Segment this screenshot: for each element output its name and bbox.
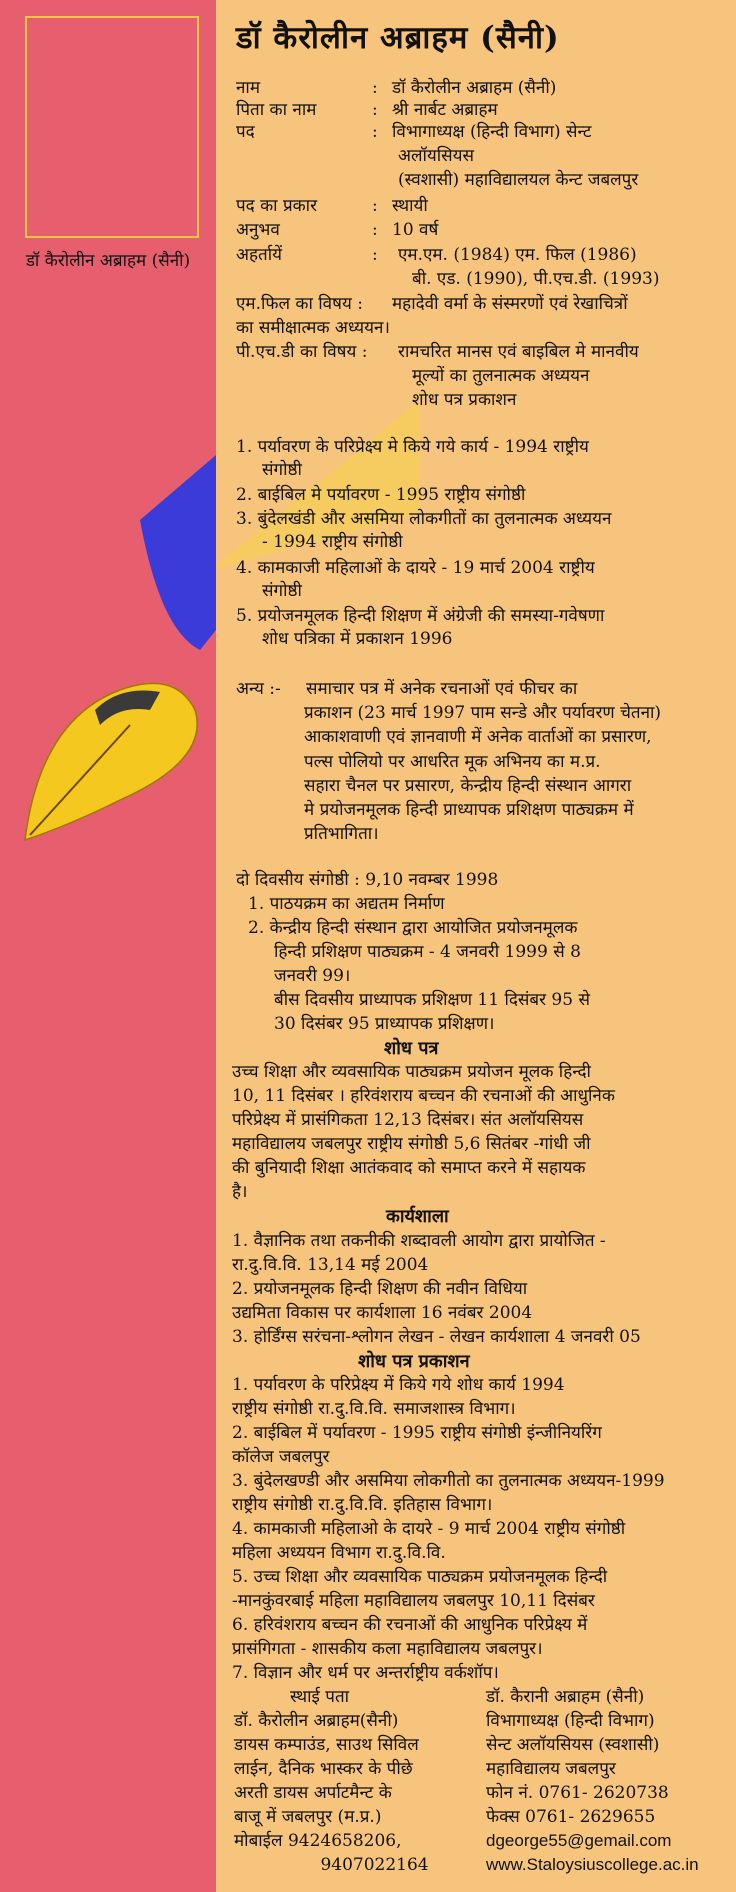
seminar-item: 5. प्रयोजनमूलक हिन्दी शिक्षण में अंग्रेजी की समस्या-गवेषणा <box>236 606 605 626</box>
publication-line: महिला अध्ययन विभाग रा.दु.वि.वि. <box>232 1543 446 1563</box>
two-day-line: हिन्दी प्रशिक्षण पाठ्यक्रम - 4 जनवरी 1999 से 8 <box>274 942 581 962</box>
address-line: अरती डायस अर्पाटमैन्ट के <box>234 1783 392 1803</box>
other-line: समाचार पत्र में अनेक रचनाओं एवं फीचर का <box>306 679 578 699</box>
publication-line: 7. विज्ञान और धर्म पर अन्तर्राष्ट्रीय वर्कशॉप। <box>232 1663 499 1683</box>
workshop-heading: कार्यशाला <box>386 1206 449 1227</box>
seminar-item: 2. बाईबिल मे पर्यावरण - 1995 राष्ट्रीय संगोष्ठी <box>236 485 526 505</box>
workshop-line: उद्यमिता विकास पर कार्यशाला 16 नवंबर 2004 <box>232 1303 533 1323</box>
seminar-item: 3. बुंदेलखंडी और असमिया लोकगीतों का तुलनात्मक अध्ययन <box>236 509 612 529</box>
publication-line: -मानकुंवरबाई महिला महाविद्यालय जबलपुर 10,11 दिसंबर <box>232 1591 595 1611</box>
profile-colon: : <box>372 196 378 216</box>
phd-value-cont: शोध पत्र प्रकाशन <box>412 390 517 410</box>
address-heading: स्थाई पता <box>290 1687 350 1707</box>
profile-value: श्री नार्बट अब्राहम <box>392 100 498 120</box>
two-day-line: 30 दिसंबर 95 प्राध्यापक प्रशिक्षण। <box>274 1014 495 1034</box>
office-email: dgeorge55@gemail.com <box>486 1831 672 1850</box>
address-line: 9407022164 <box>234 1855 429 1875</box>
workshop-line: 1. वैज्ञानिक तथा तकनीकी शब्दावली आयोग द्वारा प्रायोजित - <box>232 1231 606 1251</box>
address-line: डॉ. कैरोलीन अब्राहम(सैनी) <box>234 1711 399 1731</box>
research-line: 10, 11 दिसंबर । हरिवंशराय बच्चन की रचनाओं की आधुनिक <box>232 1086 615 1106</box>
research-line: महाविद्यालय जबलपुर राष्ट्रीय संगोष्ठी 5,6 सितंबर -गांधी जी <box>232 1134 591 1154</box>
publication-line: 3. बुंदेलखण्डी और असमिया लोकगीतो का तुलनात्मक अध्ययन-1999 <box>232 1471 665 1491</box>
profile-value: विभागाध्यक्ष (हिन्दी विभाग) सेन्ट <box>392 122 592 142</box>
publication-line: प्रासंगिगता - शासकीय कला महाविद्यालय जबलपुर। <box>232 1639 543 1659</box>
other-line: प्रकाशन (23 मार्च 1997 पाम सन्डे और पर्यावरण चेतना) <box>304 703 662 723</box>
address-line: डायस कम्पाउंड, साउथ सिविल <box>234 1735 419 1755</box>
publication-line: 5. उच्च शिक्षा और व्यवसायिक पाठ्यक्रम प्रयोजनमूलक हिन्दी <box>232 1567 608 1587</box>
office-line: डॉ. कैरानी अब्राहम (सैनी) <box>486 1687 645 1707</box>
publication-line: कॉलेज जबलपुर <box>232 1447 330 1467</box>
page-title: डॉ कैरोलीन अब्राहम (सैनी) <box>236 20 560 56</box>
profile-value-cont: बी. एड. (1990), पी.एच.डी. (1993) <box>412 269 660 289</box>
profile-label: नाम <box>236 78 261 98</box>
publication-line: राष्ट्रीय संगोष्ठी रा.दु.वि.वि. इतिहास विभाग। <box>232 1495 493 1515</box>
seminar-item-cont: संगोष्ठी <box>262 460 302 480</box>
profile-colon: : <box>372 78 378 98</box>
other-line: पल्स पोलियो पर आधरित मूक अभिनय का म.प्र. <box>304 752 601 772</box>
profile-value: डॉ कैरोलीन अब्राहम (सैनी) <box>392 78 557 98</box>
pen-barrel <box>140 455 216 650</box>
office-line: महाविद्यालय जबलपुर <box>486 1759 616 1779</box>
profile-colon: : <box>372 220 378 240</box>
photo-frame <box>25 16 199 238</box>
two-day-line: 1. पाठयक्रम का अद्यतम निर्माण <box>248 894 445 914</box>
profile-label: अहर्तायें <box>236 245 282 265</box>
publication-heading: शोध पत्र प्रकाशन <box>358 1351 470 1372</box>
profile-label: पद का प्रकार <box>236 196 318 216</box>
workshop-line: रा.दु.वि.वि. 13,14 मई 2004 <box>232 1255 429 1275</box>
phd-value: रामचरित मानस एवं बाइबिल मे मानवीय <box>398 342 639 362</box>
two-day-line: जनवरी 99। <box>274 966 351 986</box>
profile-colon: : <box>372 245 378 265</box>
profile-value-cont: अलॉयसियस <box>398 146 475 166</box>
two-day-heading: दो दिवसीय संगोष्ठी : 9,10 नवम्बर 1998 <box>236 870 499 890</box>
profile-value: एम.एम. (1984) एम. फिल (1986) <box>398 245 637 265</box>
profile-value-cont: (स्वशासी) महाविद्यालयल केन्ट जबलपुर <box>398 170 639 190</box>
photo-caption: डॉ कैरोलीन अब्राहम (सैनी) <box>25 251 191 271</box>
publication-line: 4. कामकाजी महिलाओ के दायरे - 9 मार्च 2004 राष्ट्रीय संगोष्ठी <box>232 1519 626 1539</box>
phd-value-cont: मूल्यों का तुलनात्मक अध्ययन <box>412 366 590 386</box>
workshop-line: 2. प्रयोजनमूलक हिन्दी शिक्षण की नवीन विधिया <box>232 1279 528 1299</box>
office-fax: फेक्स 0761- 2629655 <box>486 1807 656 1827</box>
profile-value: स्थायी <box>392 196 428 216</box>
profile-value: 10 वर्ष <box>392 220 439 240</box>
mphil-value: महादेवी वर्मा के संस्मरणों एवं रेखाचित्रों <box>392 294 628 314</box>
mphil-value-cont: का समीक्षात्मक अध्ययन। <box>236 318 390 338</box>
seminar-item: 1. पर्यावरण के परिप्रेक्ष्य मे किये गये कार्य - 1994 राष्ट्रीय <box>236 437 589 457</box>
profile-label: पद <box>236 122 255 142</box>
profile-label: पिता का नाम <box>236 100 317 120</box>
address-line: बाजू में जबलपुर (म.प्र.) <box>234 1807 382 1827</box>
mphil-label: एम.फिल का विषय : <box>236 294 363 314</box>
other-line: आकाशवाणी एवं ज्ञानवाणी में अनेक वार्ताओं का प्रसारण, <box>304 727 652 747</box>
seminar-item-cont: - 1994 राष्ट्रीय संगोष्ठी <box>262 532 403 552</box>
office-line: सेन्ट अलॉयसियस (स्वशासी) <box>486 1735 660 1755</box>
other-line: मे प्रयोजनमूलक हिन्दी प्राध्यापक प्रशिक्षण पाठ्यक्रम में <box>304 800 634 820</box>
other-line: प्रतिभागिता। <box>304 824 379 844</box>
office-line: विभागाध्यक्ष (हिन्दी विभाग) <box>486 1711 655 1731</box>
publication-line: 6. हरिवंशराय बच्चन की रचनाओं की आधुनिक परिप्रेक्ष्य में <box>232 1615 588 1635</box>
phd-label: पी.एच.डी का विषय : <box>236 342 368 362</box>
other-line: सहारा चैनल पर प्रसारण, केन्द्रीय हिन्दी संस्थान आगरा <box>304 776 632 796</box>
office-website: www.Staloysiuscollege.ac.in <box>486 1855 699 1874</box>
profile-colon: : <box>372 122 378 142</box>
publication-line: 1. पर्यावरण के परिप्रेक्ष्य में किये गये शोध कार्य 1994 <box>232 1375 565 1395</box>
research-heading: शोध पत्र <box>384 1038 439 1059</box>
research-line: परिप्रेक्ष्य में प्रासंगिकता 12,13 दिसंबर। संत अलॉयसियस <box>232 1110 584 1130</box>
profile-label: अनुभव <box>236 220 280 240</box>
research-line: की बुनियादी शिक्षा आतंकवाद को समाप्त करने में सहायक <box>232 1158 586 1178</box>
address-line: लाईन, दैनिक भास्कर के पीछे <box>234 1759 413 1779</box>
seminar-item: 4. कामकाजी महिलाओं के दायरे - 19 मार्च 2004 राष्ट्रीय <box>236 558 595 578</box>
profile-colon: : <box>372 100 378 120</box>
two-day-line: बीस दिवसीय प्राध्यापक प्रशिक्षण 11 दिसंबर 95 से <box>274 990 590 1010</box>
other-label: अन्य :- <box>236 679 281 699</box>
seminar-item-cont: संगोष्ठी <box>262 581 302 601</box>
publication-line: राष्ट्रीय संगोष्ठी रा.दु.वि.वि. समाजशास्त्र विभाग। <box>232 1399 516 1419</box>
seminar-item-cont: शोध पत्रिका में प्रकाशन 1996 <box>262 629 453 649</box>
two-day-line: 2. केन्द्रीय हिन्दी संस्थान द्वारा आयोजित प्रयोजनमूलक <box>248 918 578 938</box>
research-line: उच्च शिक्षा और व्यवसायिक पाठ्यक्रम प्रयोजन मूलक हिन्दी <box>232 1062 591 1082</box>
office-phone: फोन नं. 0761- 2620738 <box>486 1783 669 1803</box>
research-line: है। <box>232 1182 248 1202</box>
sidebar <box>0 0 216 1892</box>
workshop-line: 3. होर्डिंग्स सरंचना-श्लोगन लेखन - लेखन कार्यशाला 4 जनवरी 05 <box>232 1327 641 1347</box>
publication-line: 2. बाईबिल में पर्यावरण - 1995 राष्ट्रीय संगोष्ठी इंन्जीनियरिंग <box>232 1423 602 1443</box>
address-line: मोबाईल 9424658206, <box>234 1831 402 1851</box>
